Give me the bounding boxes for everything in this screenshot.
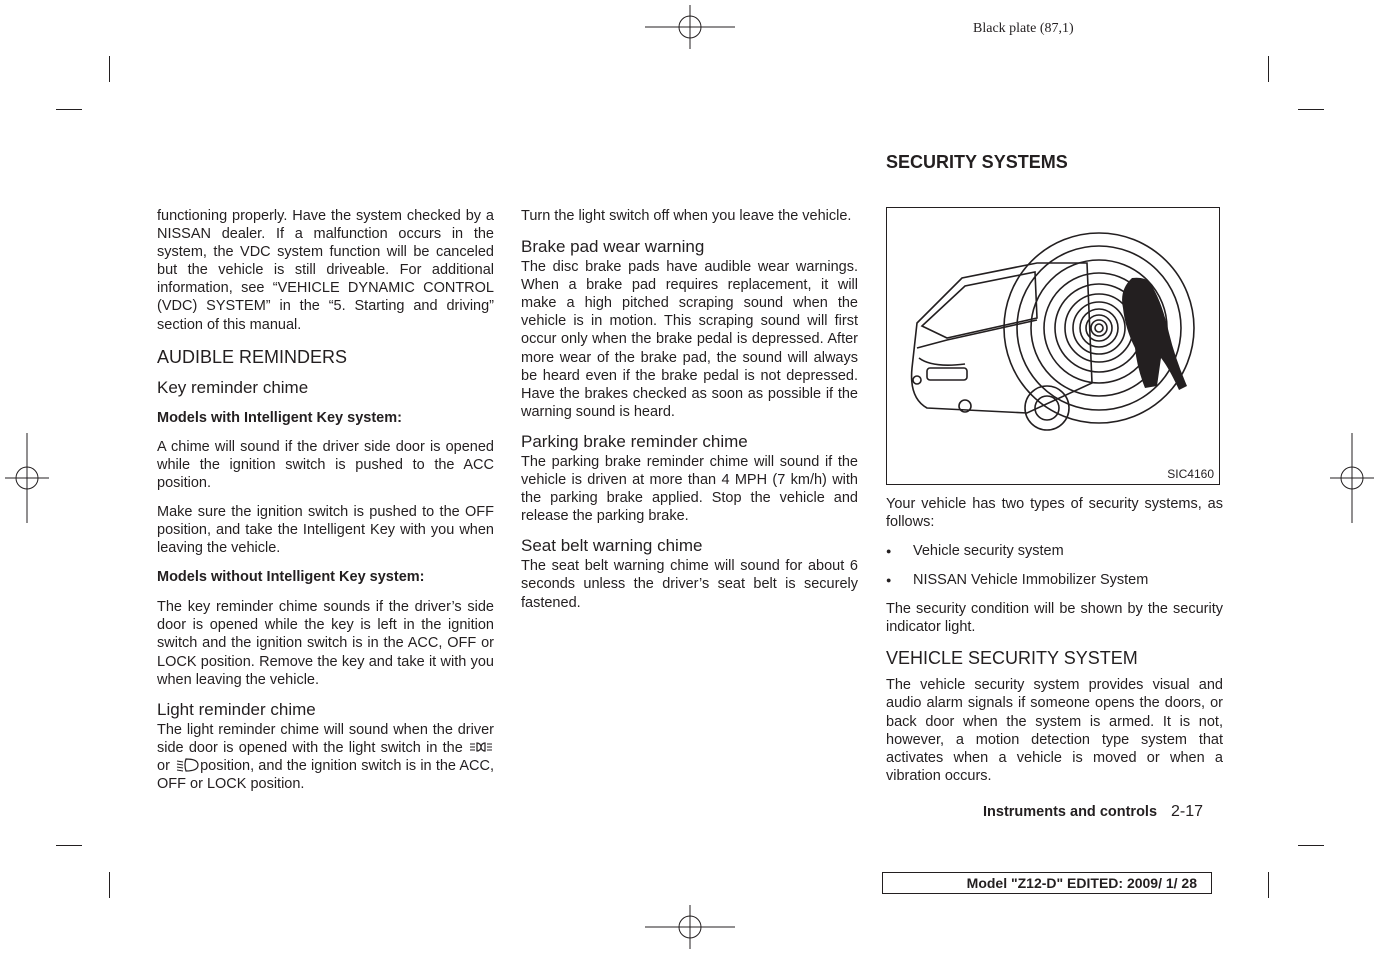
paragraph-two-types: Your vehicle has two types of security systems, as follows: [886,496,1223,531]
registration-mark-bottom [645,905,735,949]
paragraph-light-reminder [157,721,494,793]
paragraph-security-indicator: The security condition will be shown by the security indicator light. [886,601,1223,636]
column-right [886,150,1223,174]
security-figure [886,207,1220,485]
column-middle [521,207,858,612]
page-footer [983,803,1203,821]
heading-vehicle-security-system: VEHICLE SECURITY SYSTEM [886,648,1138,669]
column-left [157,207,494,793]
heading-audible-reminders: AUDIBLE REMINDERS [157,346,348,367]
heading-with-intelligent-key: Models with Intelligent Key system: [157,409,402,426]
heading-without-intelligent-key: Models without Intelligent Key system: [157,569,425,586]
bullet-immobilizer: ● NISSAN Vehicle Immobilizer System [886,571,1223,589]
registration-mark-right [1330,433,1374,523]
plate-label: Black plate (87,1) [973,21,1074,36]
heading-key-reminder: Key reminder chime [157,377,309,397]
paragraph-vehicle-security: The vehicle security system provides visual and audio alarm signals if someone opens the doors, or back door when the system is armed. It is not, however, a motion detection type system that activates when a vehicle is moved or when a vibration occurs. [886,677,1223,784]
light-text-a: The light reminder chime will sound when the driver side door is opened with the light switch in the [157,721,494,756]
paragraph-brake-pad: The disc brake pads have audible wear warnings. When a brake pad requires replacement, it will make a high pitched scraping sound when the vehicle is in motion. This scraping sound will first occur only when the brake pedal is depressed. After more wear of the brake pad, the sound will always be heard even if the brake pedal is not depressed. Have the brakes checked as soon as possible if the warning sound is heard. [521,259,858,420]
heading-parking-brake: Parking brake reminder chime [521,431,748,451]
paragraph-with-ikey: A chime will sound if the driver side door is opened while the ignition switch is pushed to the ACC position. [157,438,494,491]
light-text-c: position, and the ignition switch is in the ACC, OFF or LOCK position. [157,757,495,792]
paragraph-without-ikey: The key reminder chime sounds if the driver’s side door is opened while the key is left in the ignition switch and the ignition switch is in the ACC, OFF or LOCK position. Remove the key and take it with you when leaving the vehicle. [157,599,494,688]
bullet-vehicle-security: ● Vehicle security system [886,542,1223,560]
paragraph-parking-brake: The parking brake reminder chime will sound if the vehicle is driven at more than 4 MPH (7 km/h) with the parking brake applied. Stop the vehicle and release the parking brake. [521,453,858,525]
section-title: SECURITY SYSTEMS [886,152,1068,172]
heading-seat-belt: Seat belt warning chime [521,536,703,556]
parking-light-icon [468,740,494,754]
paragraph-turn-off-light: Turn the light switch off when you leave the vehicle. [521,208,852,224]
page-number: 2-17 [1171,803,1204,820]
registration-mark-left [5,433,49,523]
footer-section: Instruments and controls [983,804,1158,820]
light-text-or: or [157,757,170,774]
vdc-continuation: functioning properly. Have the system checked by a NISSAN dealer. If a malfunction occurs in the system, the VDC system function will be canceled but the vehicle is still driveable. For additional information, see “VEHICLE DYNAMIC CONTROL (VDC) SYSTEM” in the “5. Starting and driving” section of this manual. [157,208,494,333]
model-box: Model "Z12-D" EDITED: 2009/ 1/ 28 [882,872,1212,894]
column-right-text [886,495,1223,785]
headlight-icon [174,758,200,772]
paragraph-ikey-off: Make sure the ignition switch is pushed to the OFF position, and take the Intelligent Key with you when leaving the vehicle. [157,503,494,557]
car-alarm-illustration [887,208,1219,468]
heading-brake-pad: Brake pad wear warning [521,237,705,257]
paragraph-seat-belt: The seat belt warning chime will sound for about 6 seconds unless the driver’s seat belt is securely fastened. [521,558,858,611]
heading-light-reminder: Light reminder chime [157,699,316,719]
registration-mark-top [645,5,735,49]
figure-code: SIC4160 [1167,467,1214,481]
